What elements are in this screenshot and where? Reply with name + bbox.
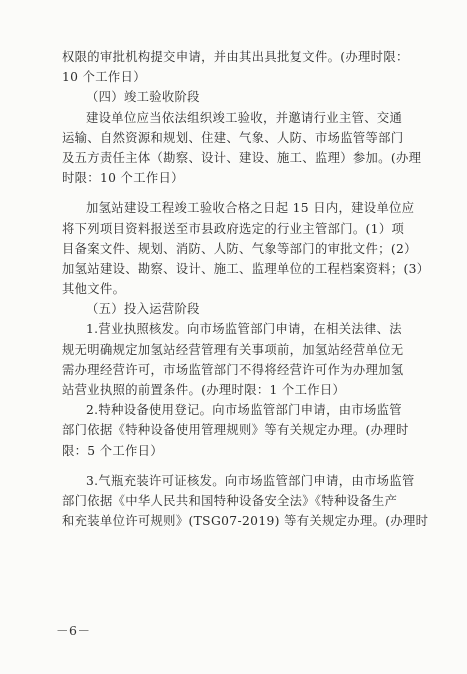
body-line: 其他文件。 xyxy=(62,282,126,297)
body-line: 规无明确规定加氢站经营管理有关事项前，加氢站经营单位无 xyxy=(62,342,404,357)
section-heading: （四）竣工验收阶段 xyxy=(86,90,200,105)
body-line: 部门依据《中华人民共和国特种设备安全法》《特种设备生产 xyxy=(62,493,398,508)
body-line: 及五方责任主体（勘察、设计、建设、施工、监理）参加。(办理 xyxy=(62,150,422,165)
page-number: －6－ xyxy=(56,623,91,638)
body-line: 目备案文件、规划、消防、人防、气象等部门的审批文件；(2） xyxy=(62,241,417,256)
body-line: 和充装单位许可规则》(TSG07-2019) 等有关规定办理。(办理时 xyxy=(62,514,429,529)
body-line: 站营业执照的前置条件。(办理时限：1 个工作日） xyxy=(62,383,346,397)
body-line: 部门依据《特种设备使用管理规则》等有关规定办理。(办理时 xyxy=(62,423,409,438)
body-line: 将下列项目资料报送至市县政府选定的行业主管部门。(1）项 xyxy=(62,221,405,236)
paragraph-first-line: 3.气瓶充装许可证核发。向市场监管部门申请，由市场监管 xyxy=(86,473,415,488)
paragraph-first-line: 建设单位应当依法组织竣工验收，并邀请行业主管、交通 xyxy=(86,110,403,125)
body-line: 加氢站建设、勘察、设计、施工、监理单位的工程档案资料；(3） xyxy=(62,261,430,276)
body-line: 时限：10 个工作日） xyxy=(62,171,184,186)
body-line: 需办理经营许可，市场监管部门不得将经营许可作为办理加氢 xyxy=(62,362,404,377)
paragraph-first-line: 2.特种设备使用登记。向市场监管部门申请，由市场监管 xyxy=(86,403,402,418)
body-line: 权限的审批机构提交申请，并由其出具批复文件。(办理时限： xyxy=(62,50,409,64)
paragraph-gap xyxy=(62,461,420,471)
body-line: 运输、自然资源和规划、住建、气象、人防、市场监管等部门 xyxy=(62,130,404,145)
body-line: 10 个工作日） xyxy=(62,70,146,85)
paragraph-first-line: 1.营业执照核发。向市场监管部门申请，在相关法律、法 xyxy=(86,322,402,337)
paragraph-gap xyxy=(62,188,420,198)
document-body xyxy=(62,47,430,531)
paragraph-first-line: 加氢站建设工程竣工验收合格之日起 15 日内，建设单位应 xyxy=(86,201,415,216)
section-heading: （五）投入运营阶段 xyxy=(86,302,200,317)
body-line: 限：5 个工作日） xyxy=(62,443,163,458)
